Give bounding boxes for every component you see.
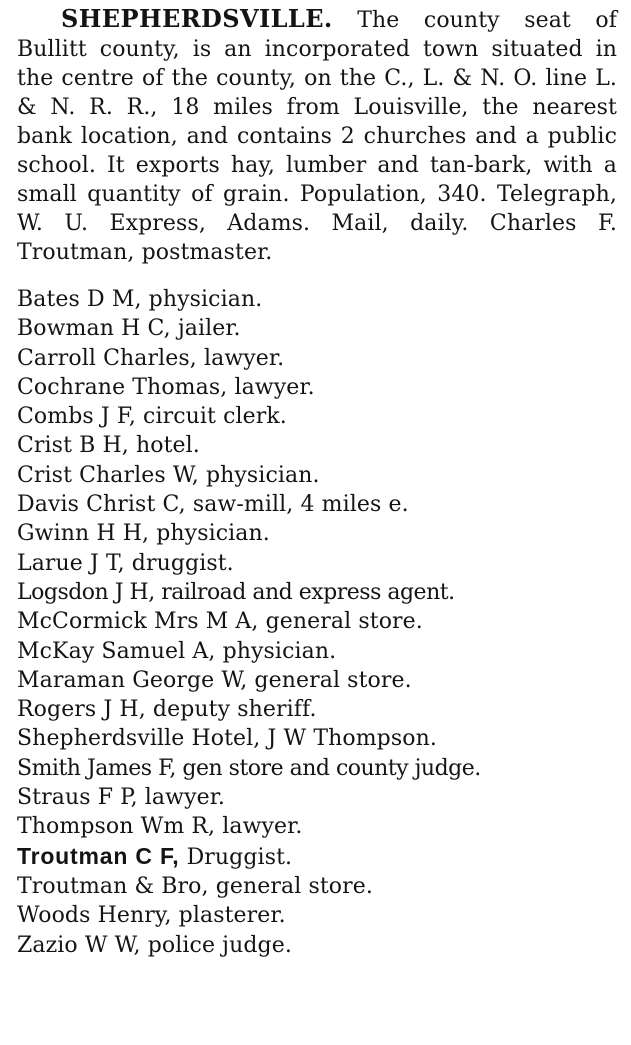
entry-name: Woods Henry, [17, 903, 172, 929]
entry-name: Thompson Wm R, [17, 814, 216, 840]
entry-occupation: gen store and county judge. [182, 755, 481, 781]
entry-name: Bates D M, [17, 287, 142, 312]
directory-entry [17, 314, 617, 343]
directory-entry [17, 519, 617, 548]
entry-occupation: lawyer. [234, 374, 315, 400]
entry-occupation: general store. [265, 609, 423, 635]
entry-occupation: lawyer. [144, 785, 226, 811]
entry-name: Shepherdsville Hotel, [17, 726, 261, 752]
entry-occupation: circuit clerk. [143, 404, 287, 430]
entry-occupation: general store. [254, 667, 412, 693]
entry-name: Bowman H C, [17, 316, 171, 342]
directory-entry [17, 842, 617, 872]
entry-name: Troutman C F, [17, 842, 180, 869]
entry-occupation: physician. [222, 638, 337, 664]
entry-name: Logsdon J H, [17, 579, 155, 605]
directory-entry [17, 461, 617, 490]
place-name: SHEPHERDSVILLE. [61, 4, 333, 33]
entry-occupation: saw-mill, 4 miles e. [192, 492, 409, 518]
directory-entry [17, 695, 617, 724]
directory-entry [17, 285, 617, 314]
entry-name: Cochrane Thomas, [17, 374, 228, 400]
directory-entry [17, 637, 617, 666]
directory-entry [17, 344, 617, 373]
directory-entry [17, 812, 617, 841]
entry-name: Larue J T, [17, 550, 125, 576]
entry-name: Crist B H, [17, 433, 129, 459]
entry-occupation: physician. [205, 462, 320, 488]
entry-occupation: J W Thompson. [267, 726, 437, 752]
directory-entry [17, 754, 617, 783]
business-directory [17, 285, 617, 960]
directory-entry [17, 724, 617, 753]
entry-occupation: general store. [215, 873, 373, 899]
directory-entry [17, 490, 617, 519]
entry-occupation: druggist. [131, 550, 234, 576]
place-description: The county seat of Bullitt county, is an incorporated town situated in the centre of the county, on the C., L. & N. O. line L. & N. R. R., 18 miles from Louisville, the nearest bank location, and contains 2 churches and a public school. It exports hay, lumber and tan-bark, with a small quantity of grain. Population, 340. Telegraph, W. U. Express, Adams. Mail, daily. Charles F. Troutman, postmaster. [17, 8, 617, 265]
entry-name: Rogers J H, [17, 697, 146, 723]
directory-entry [17, 931, 617, 960]
entry-name: Smith James F, [17, 755, 176, 781]
entry-name: Combs J F, [17, 404, 136, 430]
entry-occupation: physician. [156, 521, 270, 547]
entry-occupation: jailer. [177, 316, 241, 342]
entry-name: Zazio W W, [17, 932, 141, 958]
entry-occupation: lawyer. [203, 345, 285, 371]
entry-occupation: railroad and express agent. [161, 579, 455, 605]
directory-entry [17, 431, 617, 460]
directory-entry [17, 607, 617, 636]
entry-name: Davis Christ C, [17, 492, 186, 518]
entry-occupation: hotel. [135, 433, 200, 459]
entry-name: Carroll Charles, [17, 345, 197, 371]
town-description [17, 4, 617, 267]
entry-name: McCormick Mrs M A, [17, 609, 259, 635]
entry-name: Maraman George W, [17, 667, 248, 693]
entry-occupation: lawyer. [222, 814, 303, 840]
directory-entry [17, 373, 617, 402]
entry-occupation: physician. [148, 287, 263, 312]
directory-entry [17, 872, 617, 901]
directory-entry [17, 783, 617, 812]
directory-entry [17, 549, 617, 578]
directory-entry [17, 666, 617, 695]
entry-occupation: plasterer. [178, 903, 286, 929]
entry-name: Straus F P, [17, 785, 138, 811]
entry-occupation: deputy sheriff. [152, 697, 317, 723]
entry-name: Gwinn H H, [17, 521, 150, 547]
entry-occupation: Druggist. [186, 844, 293, 870]
entry-name: Crist Charles W, [17, 462, 199, 488]
entry-name: McKay Samuel A, [17, 638, 216, 664]
entry-name: Troutman & Bro, [17, 873, 209, 899]
directory-entry [17, 578, 617, 607]
directory-entry [17, 402, 617, 431]
directory-entry [17, 901, 617, 930]
entry-occupation: police judge. [147, 932, 292, 958]
